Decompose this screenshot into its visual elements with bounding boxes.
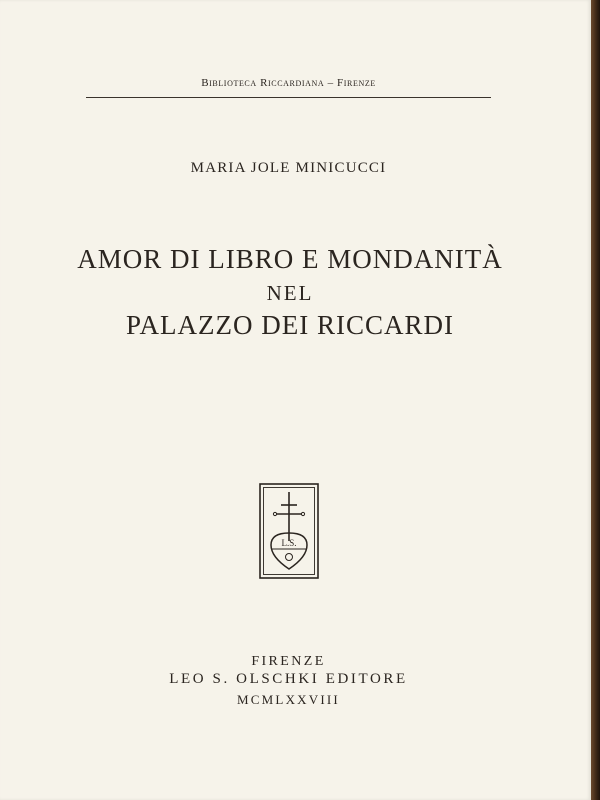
imprint-year: MCMLXXVIII [237,692,340,707]
header-rule [86,97,491,98]
author-name: MARIA JOLE MINICUCCI [190,160,387,176]
title-line-3: PALAZZO DEI RICCARDI [125,310,454,340]
title-line-2: NEL [266,281,314,305]
mark-letters: L.S. [281,538,297,548]
series-heading: Biblioteca Riccardiana – Firenze [201,77,376,89]
book-edge [591,0,600,800]
imprint-city: FIRENZE [251,654,326,669]
title-line-1: AMOR DI LIBRO E MONDANITÀ [77,244,503,274]
imprint-publisher: LEO S. OLSCHKI EDITORE [169,671,408,687]
publisher-mark-icon [259,483,319,579]
